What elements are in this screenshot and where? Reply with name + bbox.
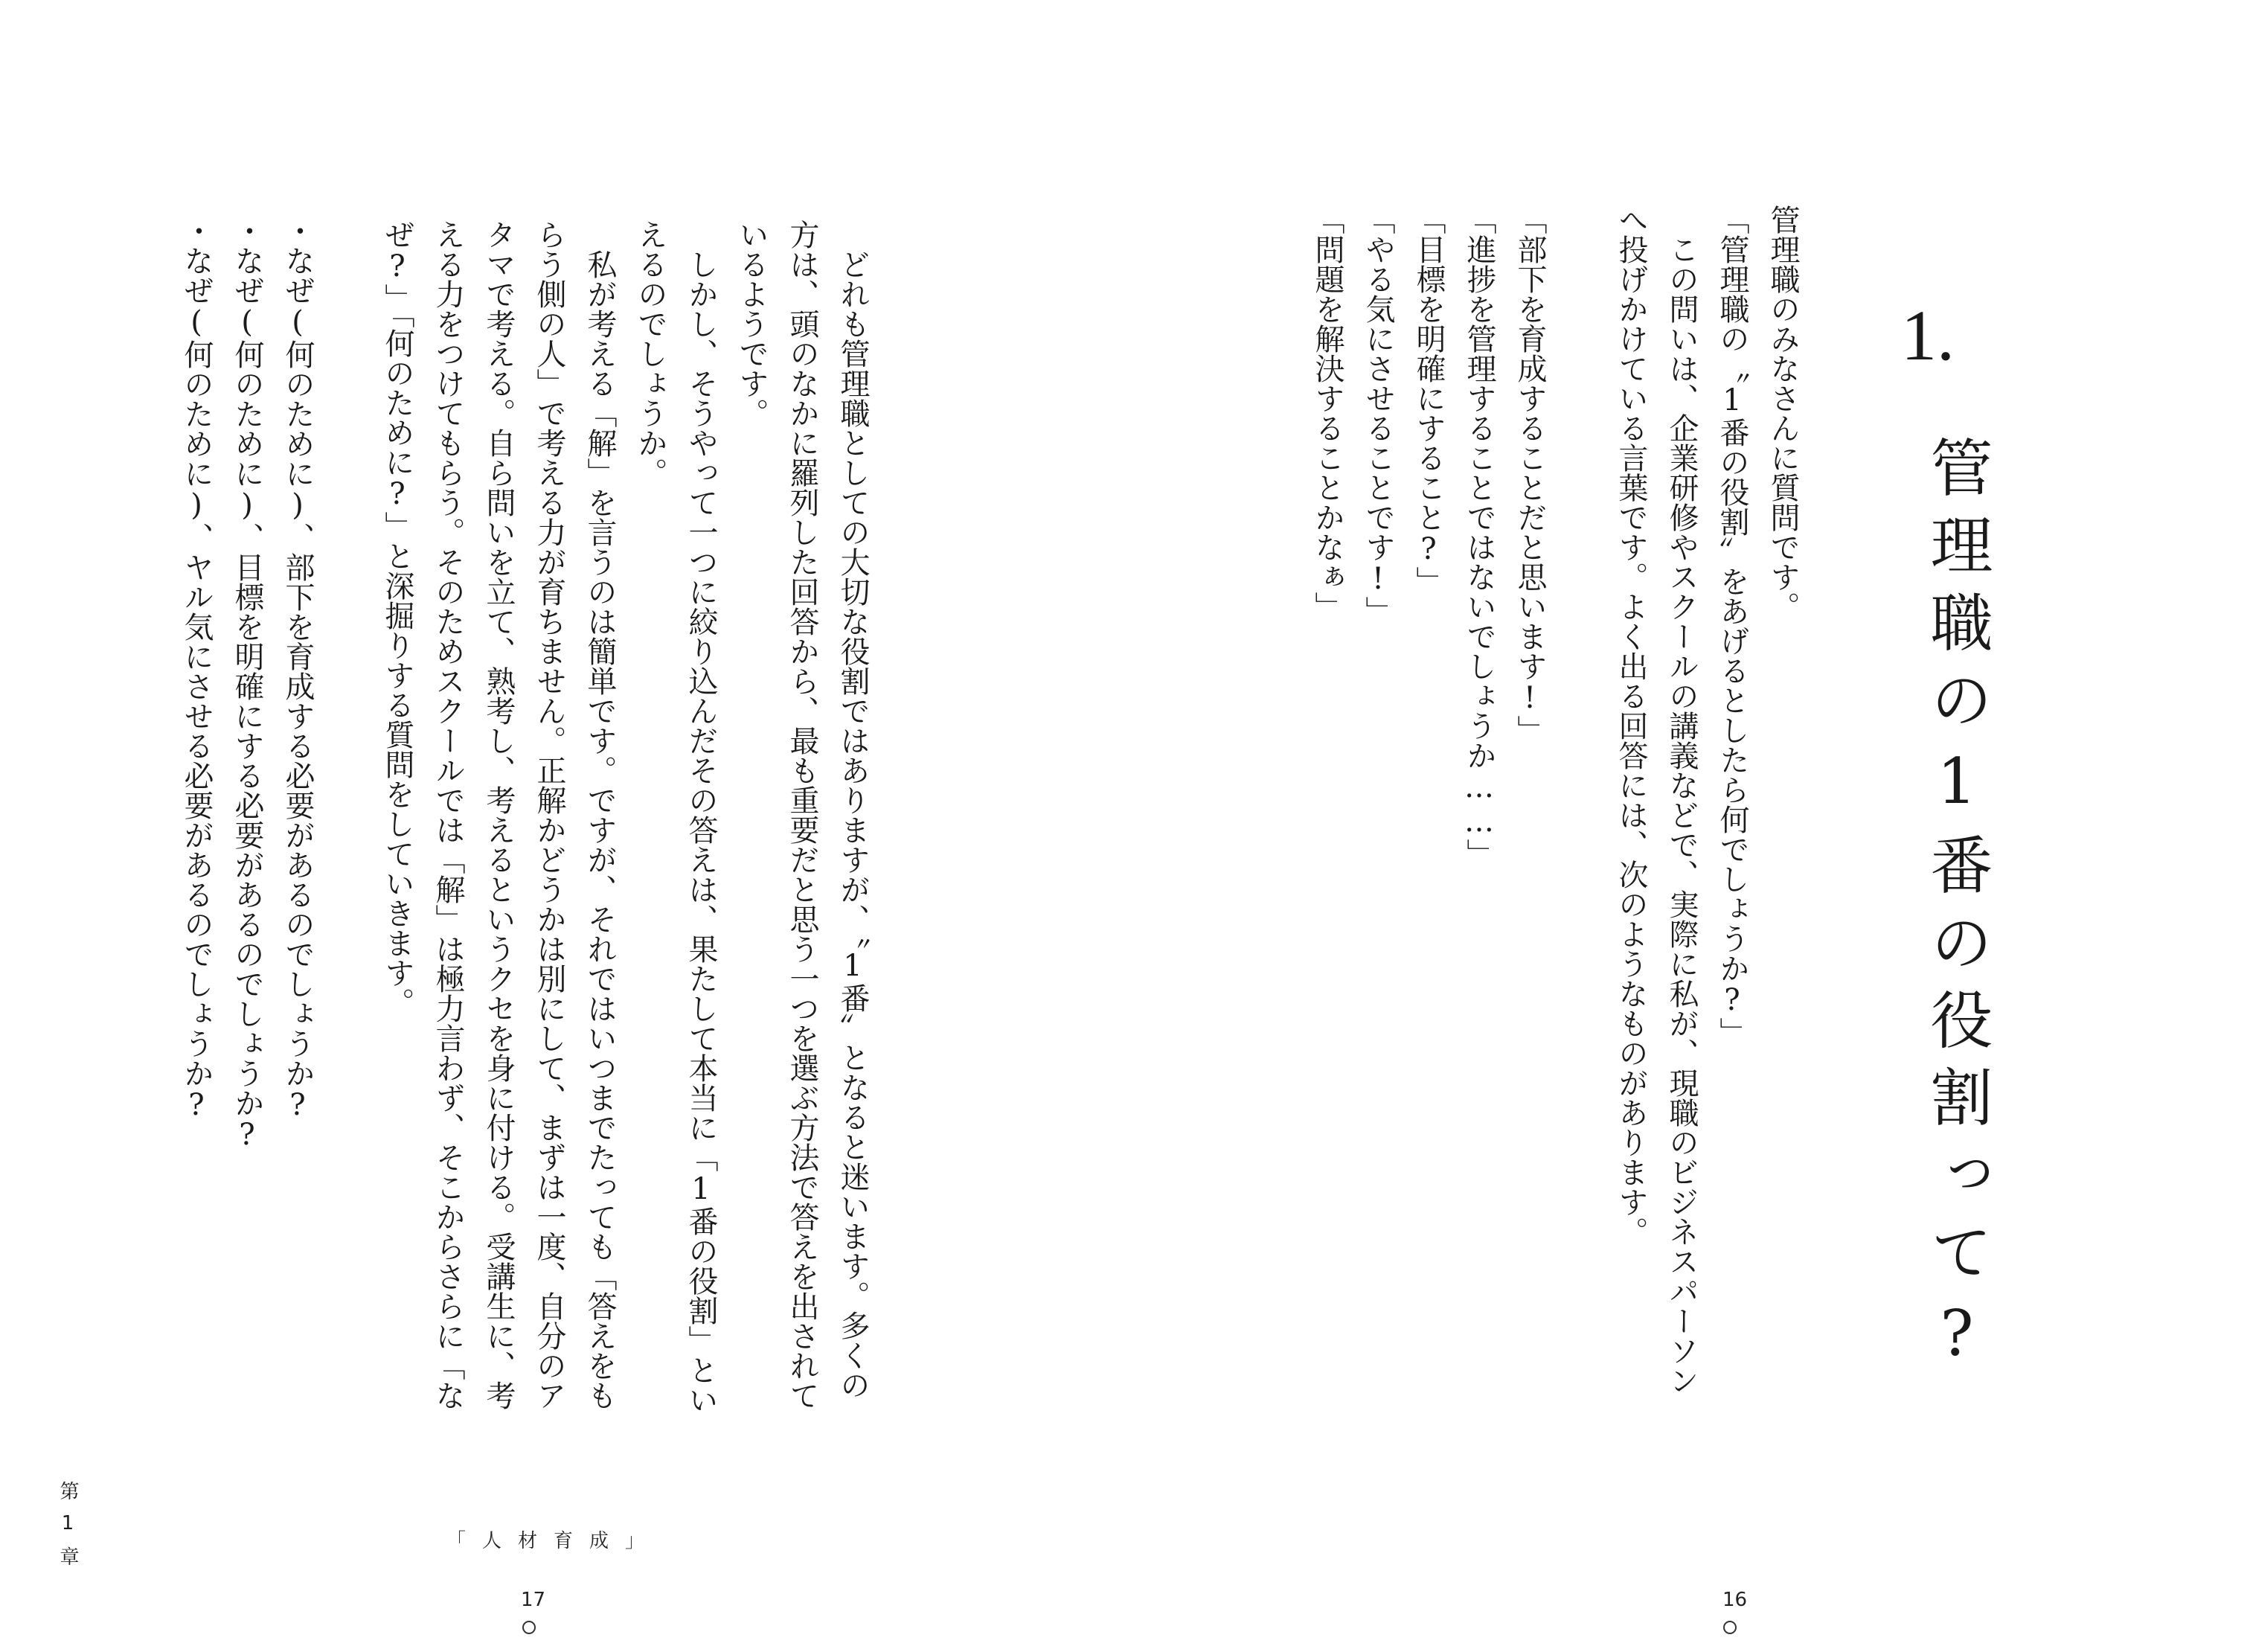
- page-marker-right-icon: [1723, 1621, 1737, 1634]
- right-answer-3: 「目標を明確にすること?」: [1411, 205, 1446, 596]
- right-para-2: 「管理職の〝1番の役割〟をあげるとしたら何でしょうか?」: [1715, 205, 1749, 1047]
- left-para-8: タマで考える。自ら問いを立て、熟考し、考えるというクセを身に付ける。受講生に、考: [481, 220, 516, 1410]
- running-header: 「人材育成」: [446, 1530, 661, 1552]
- left-para-5: えるのでしょうか。: [633, 220, 667, 487]
- right-para-3: この問いは、企業研修やスクールの講義などで、実際に私が、現職のビジネスパーソン: [1664, 234, 1699, 1395]
- right-answer-2: 「進捗を管理することではないでしょうか……」: [1462, 205, 1496, 868]
- bullet-list: [171, 216, 323, 1258]
- left-para-7: らう側の人」で考える力が育ちません。正解かどうかは別にして、まずは一度、自分のア: [532, 220, 566, 1410]
- page-marker-left-icon: [522, 1621, 536, 1634]
- section-number: 1.: [1901, 295, 1955, 375]
- right-para-4: へ投げかけている言葉です。よく出る回答には、次のようなものがあります。: [1614, 205, 1648, 1246]
- left-para-1: どれも管理職としての大切な役割ではありますが、〝1番〟となると迷います。多くの: [836, 249, 870, 1400]
- right-para-1: 管理職のみなさんに質問です。: [1766, 205, 1800, 621]
- bullet-item-2: ・なぜ(何のために)、目標を明確にする必要があるのでしょうか?: [230, 216, 264, 1152]
- left-para-6: 私が考える「解」を言うのは簡単です。ですが、それではいつまでたっても「答えをも: [583, 249, 617, 1410]
- page-number-right: 16: [1722, 1589, 1748, 1611]
- right-page-body: [1302, 205, 1808, 1395]
- left-page-body: [372, 220, 878, 1485]
- section-title: 管理職の1番の役割って?: [1920, 435, 1993, 1385]
- bullet-item-3: ・なぜ(何のために)、ヤル気にさせる必要があるのでしょうか?: [179, 216, 214, 1122]
- left-para-10: ぜ?」「何のために?」と深掘りする質問をしていきます。: [380, 220, 414, 1017]
- left-para-4: しかし、そうやって一つに絞り込んだその答えは、果たして本当に「1番の役割」とい: [684, 249, 718, 1415]
- right-answer-5: 「問題を解決することかなぁ」: [1310, 205, 1344, 621]
- left-para-3: いるようです。: [734, 220, 769, 428]
- left-para-9: える力をつけてもらう。そのためスクールでは「解」は極力言わず、そこからさらに「な: [431, 220, 465, 1410]
- right-answer-4: 「やる気にさせることです!」: [1361, 205, 1395, 626]
- right-answer-1: 「部下を育成することだと思います!」: [1513, 205, 1547, 745]
- bullet-item-1: ・なぜ(何のために)、部下を育成する必要があるのでしょうか?: [281, 216, 315, 1122]
- page-number-left: 17: [521, 1589, 546, 1611]
- chapter-tab: 第1章: [57, 1481, 79, 1578]
- left-para-2: 方は、頭のなかに羅列した回答から、最も重要だと思う一つを選ぶ方法で答えを出されて: [785, 220, 819, 1410]
